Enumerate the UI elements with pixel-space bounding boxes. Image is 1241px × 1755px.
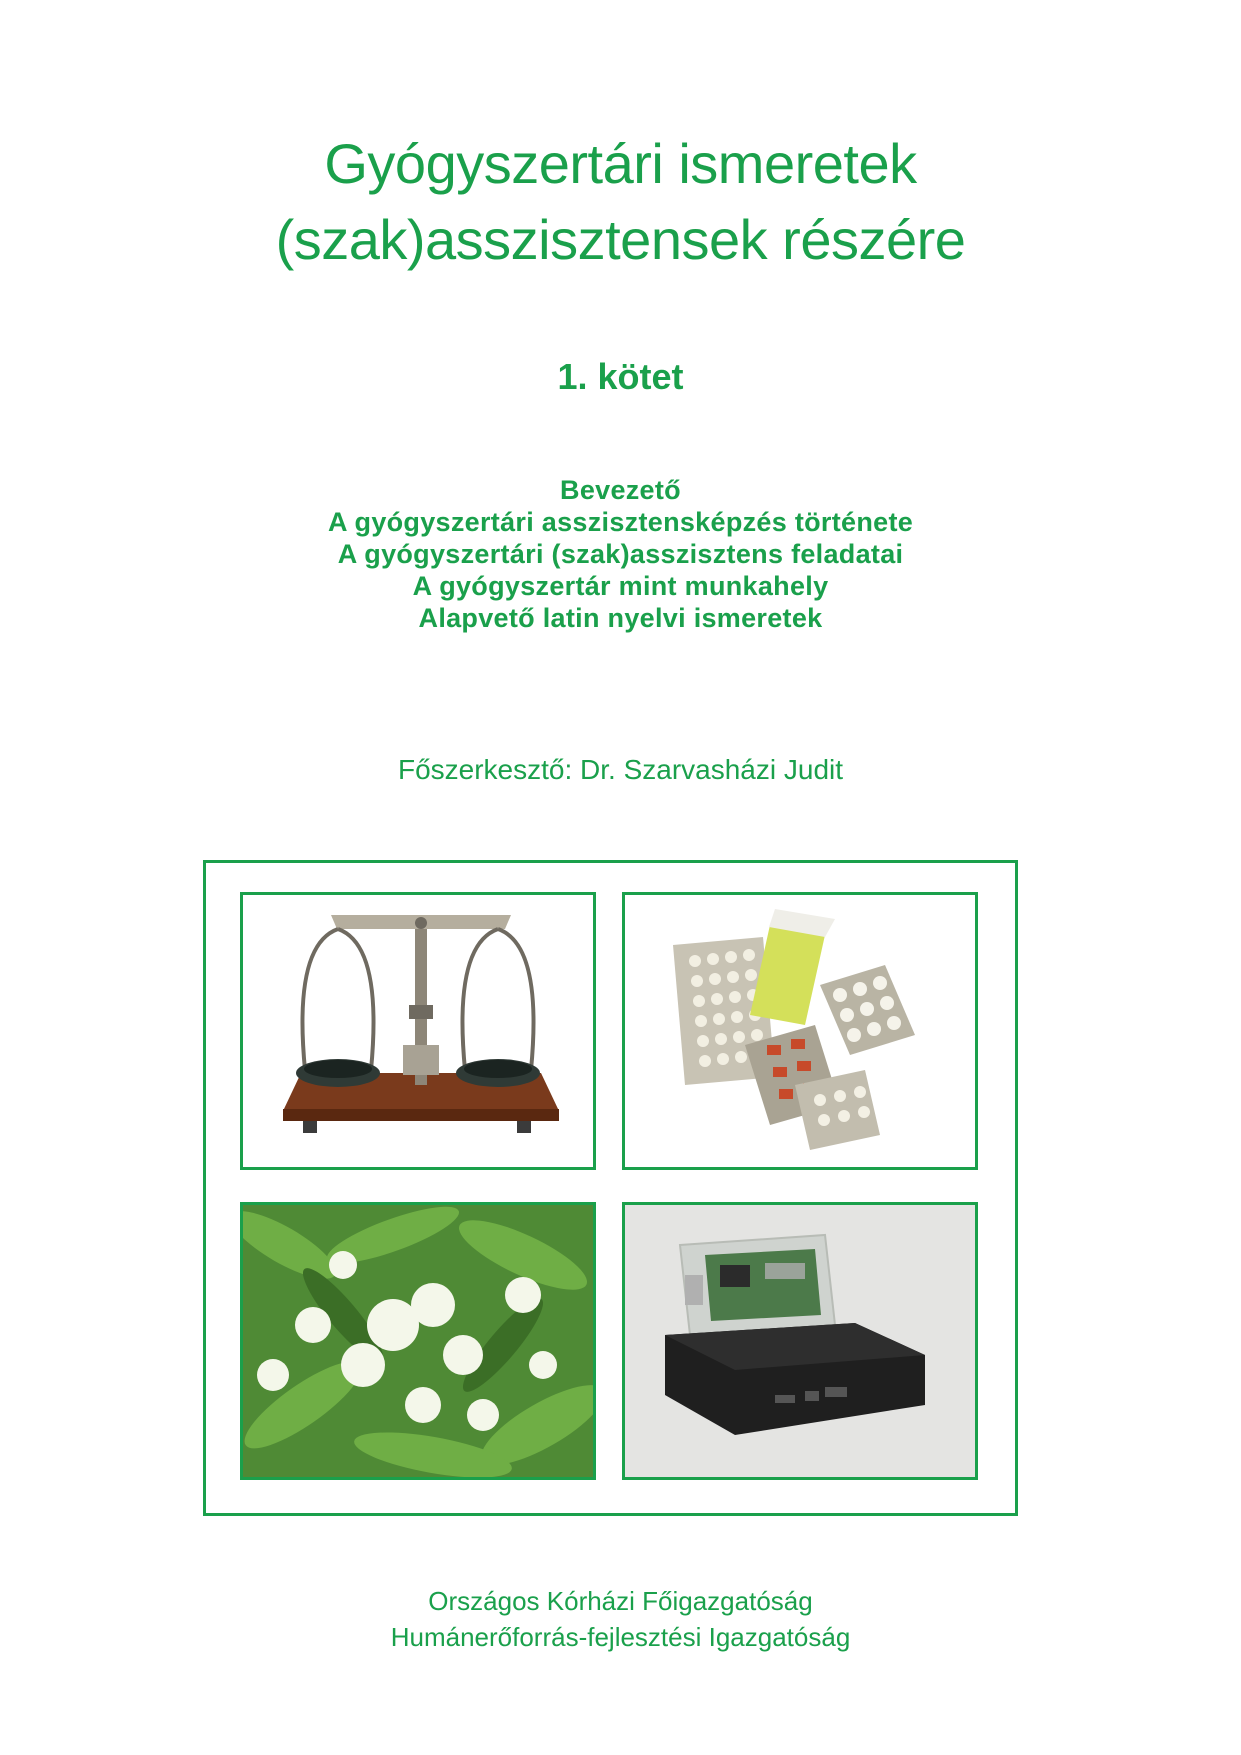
contents-item: Bevezető [560,475,681,505]
wild-garlic-image [240,1202,596,1480]
contents-item: Alapvető latin nyelvi ismeretek [418,603,823,633]
publisher [0,1583,1241,1655]
editor-line: Főszerkesztő: Dr. Szarvasházi Judit [397,754,844,785]
contents-item: A gyógyszertári asszisztensképzés története [327,507,914,537]
pills-image [622,892,978,1170]
volume-label: 1. kötet [557,356,684,397]
book-title [0,126,1241,278]
title-line-1: Gyógyszertári ismeretek [324,132,917,195]
title-line-2: (szak)asszisztensek részére [275,208,966,271]
contents-item: A gyógyszertári (szak)asszisztens feladatai [337,539,904,569]
electronics-image [622,1202,978,1480]
balance-scale-image [240,892,596,1170]
contents-item: A gyógyszertár mint munkahely [412,571,829,601]
publisher-line-1: Országos Kórházi Főigazgatóság [428,1586,813,1616]
contents-list [0,474,1241,634]
publisher-line-2: Humánerőforrás-fejlesztési Igazgatóság [390,1622,851,1652]
